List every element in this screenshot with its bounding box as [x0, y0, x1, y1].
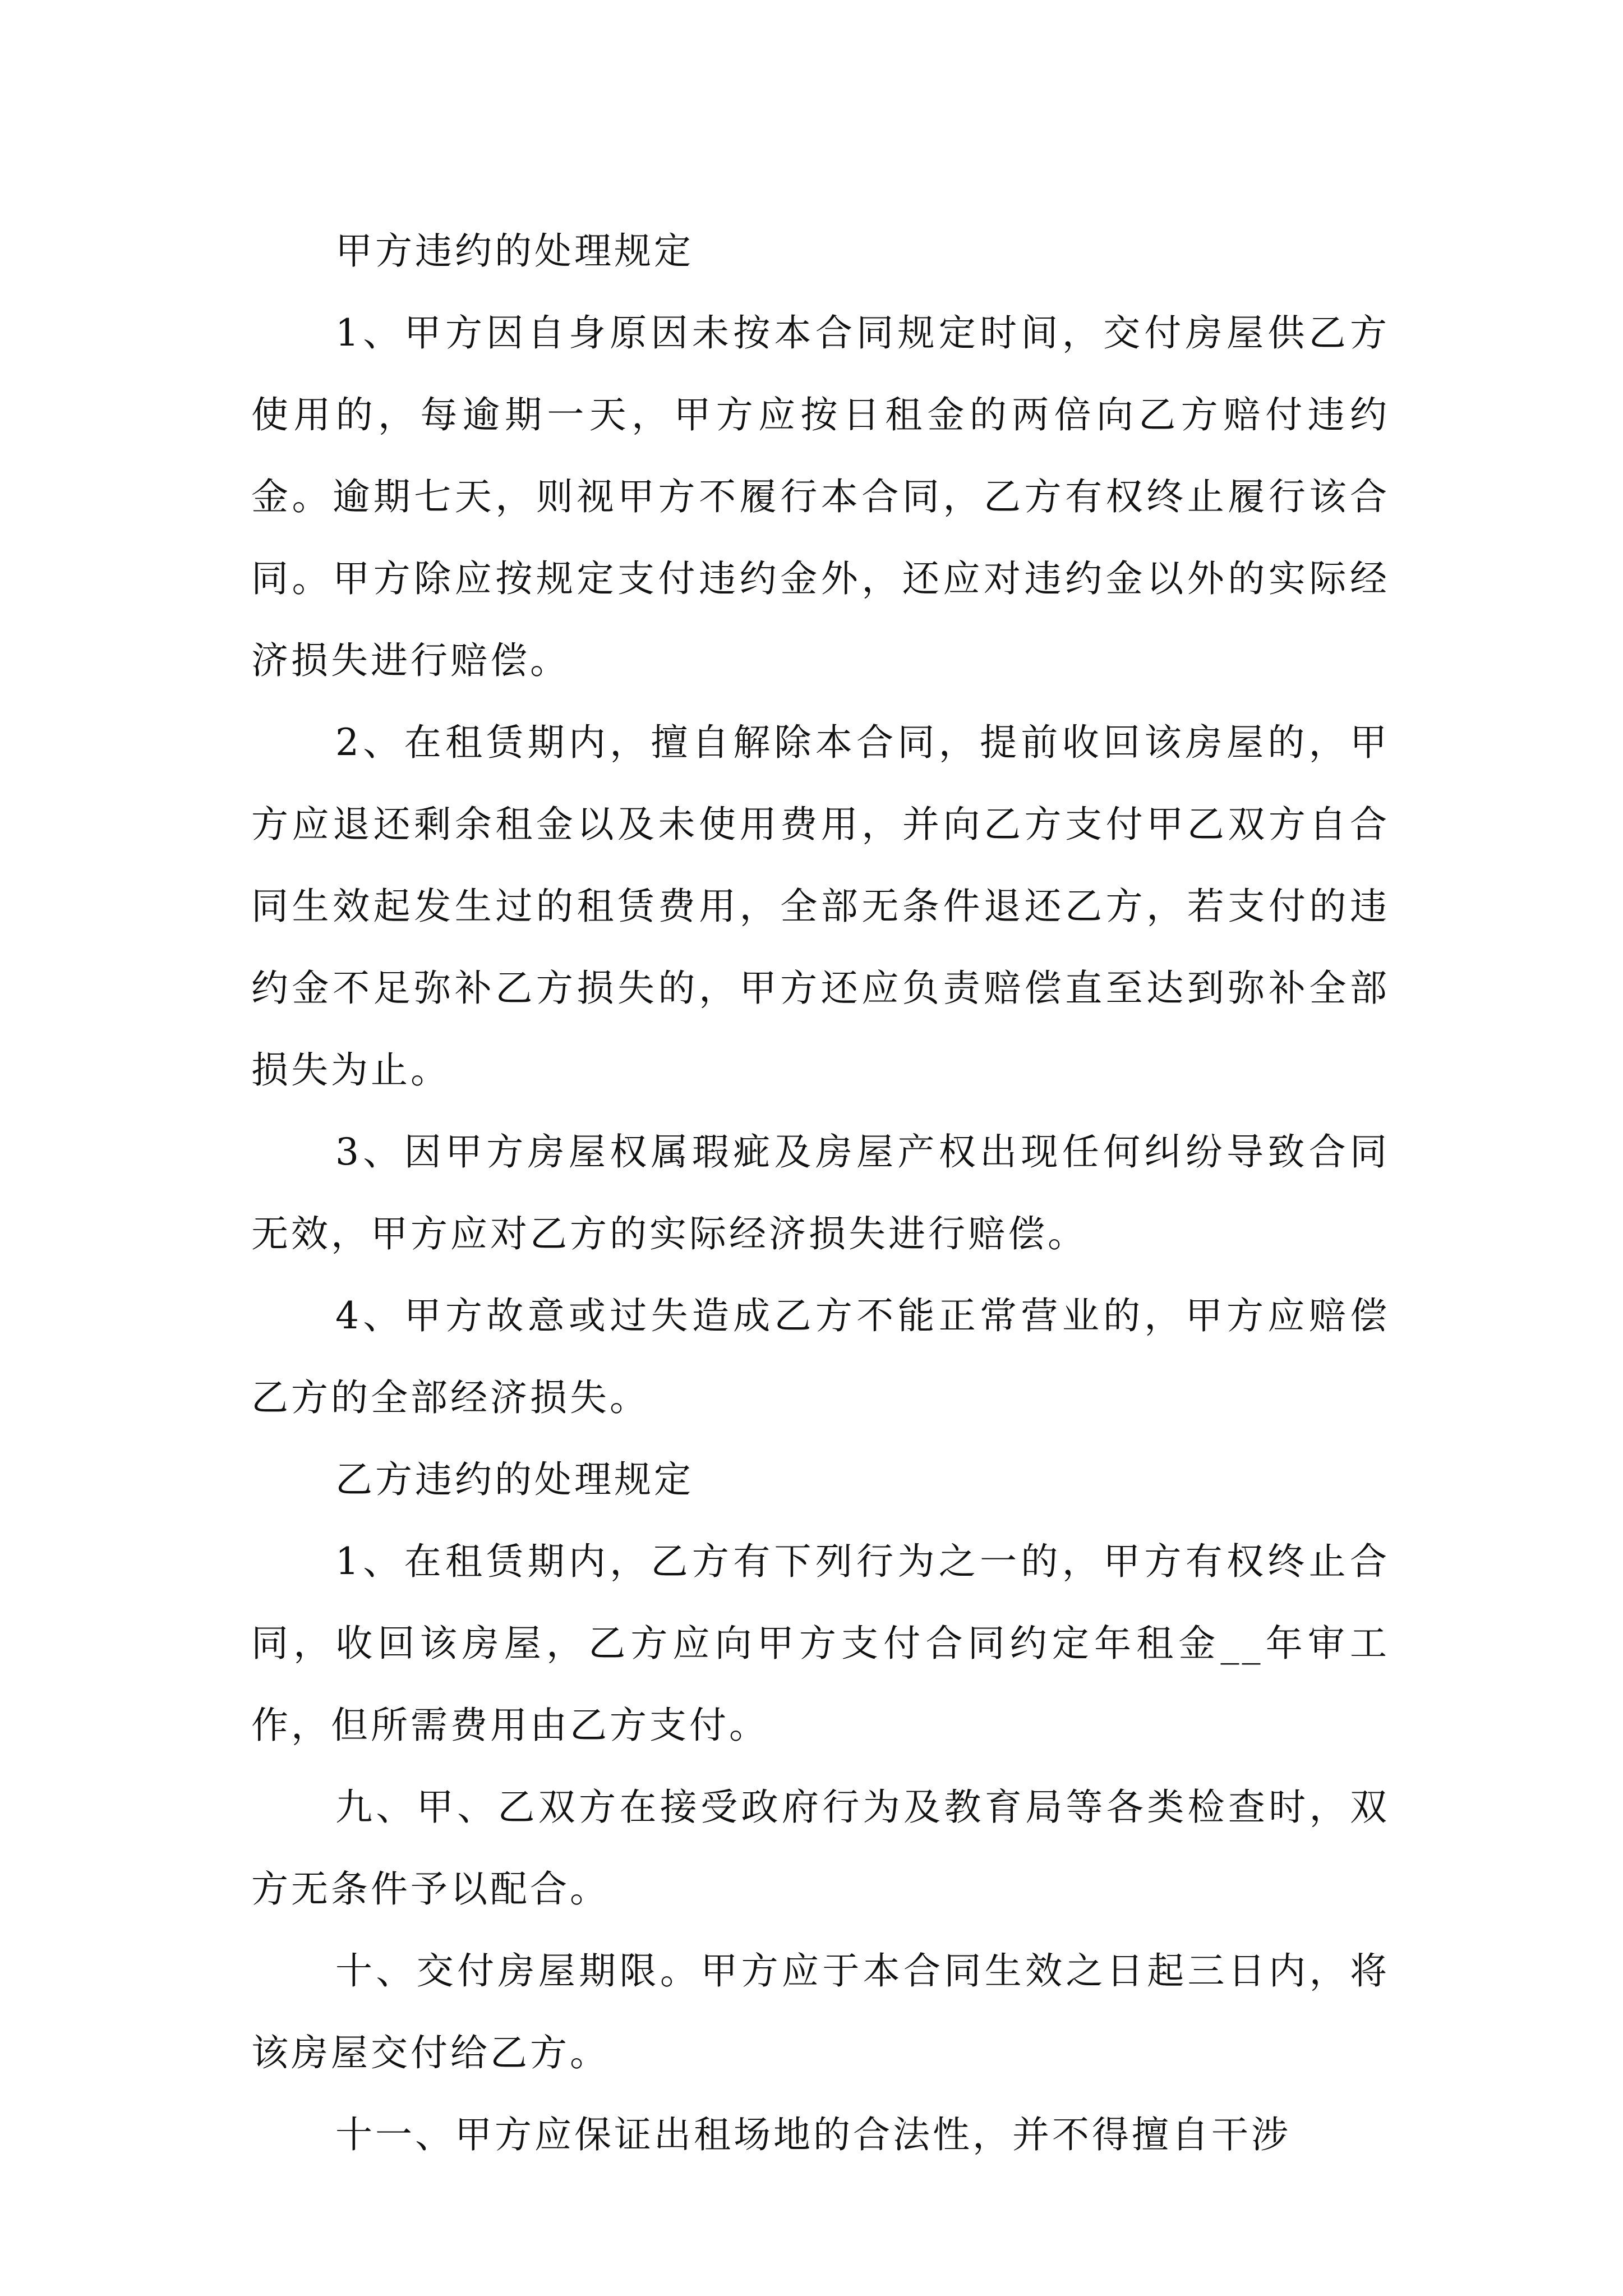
clause-9: 九、甲、乙双方在接受政府行为及教育局等各类检查时，双方无条件予以配合。: [251, 1786, 1390, 1911]
clause-a4: 4、甲方故意或过失造成乙方不能正常营业的，甲方应赔偿乙方的全部经济损失。: [251, 1294, 1390, 1419]
section-heading-party-a-breach: 甲方违约的处理规定: [335, 229, 694, 273]
clause-11: 十一、甲方应保证出租场地的合法性，并不得擅自干涉: [335, 2113, 1291, 2156]
document-page: [251, 210, 1390, 2176]
clause-a1: 1、甲方因自身原因未按本合同规定时间，交付房屋供乙方使用的，每逾期一天，甲方应按日租金的两倍向乙方赔付违约金。逾期七天，则视甲方不履行本合同，乙方有权终止履行该合同。甲方除应按规定支付违约金外，还应对违约金以外的实际经济损失进行赔偿。: [251, 311, 1390, 682]
clause-a2: 2、在租赁期内，擅自解除本合同，提前收回该房屋的，甲方应退还剩余租金以及未使用费用，并向乙方支付甲乙双方自合同生效起发生过的租赁费用，全部无条件退还乙方，若支付的违约金不足弥补乙方损失的，甲方还应负责赔偿直至达到弥补全部损失为止。: [251, 721, 1390, 1092]
clause-a3: 3、因甲方房屋权属瑕疵及房屋产权出现任何纠纷导致合同无效，甲方应对乙方的实际经济损失进行赔偿。: [251, 1130, 1390, 1255]
section-heading-party-b-breach: 乙方违约的处理规定: [335, 1458, 694, 1501]
clause-10: 十、交付房屋期限。甲方应于本合同生效之日起三日内，将该房屋交付给乙方。: [251, 1949, 1390, 2074]
clause-b1: 1、在租赁期内，乙方有下列行为之一的，甲方有权终止合同，收回该房屋，乙方应向甲方支付合同约定年租金__年审工作，但所需费用由乙方支付。: [251, 1540, 1390, 1747]
